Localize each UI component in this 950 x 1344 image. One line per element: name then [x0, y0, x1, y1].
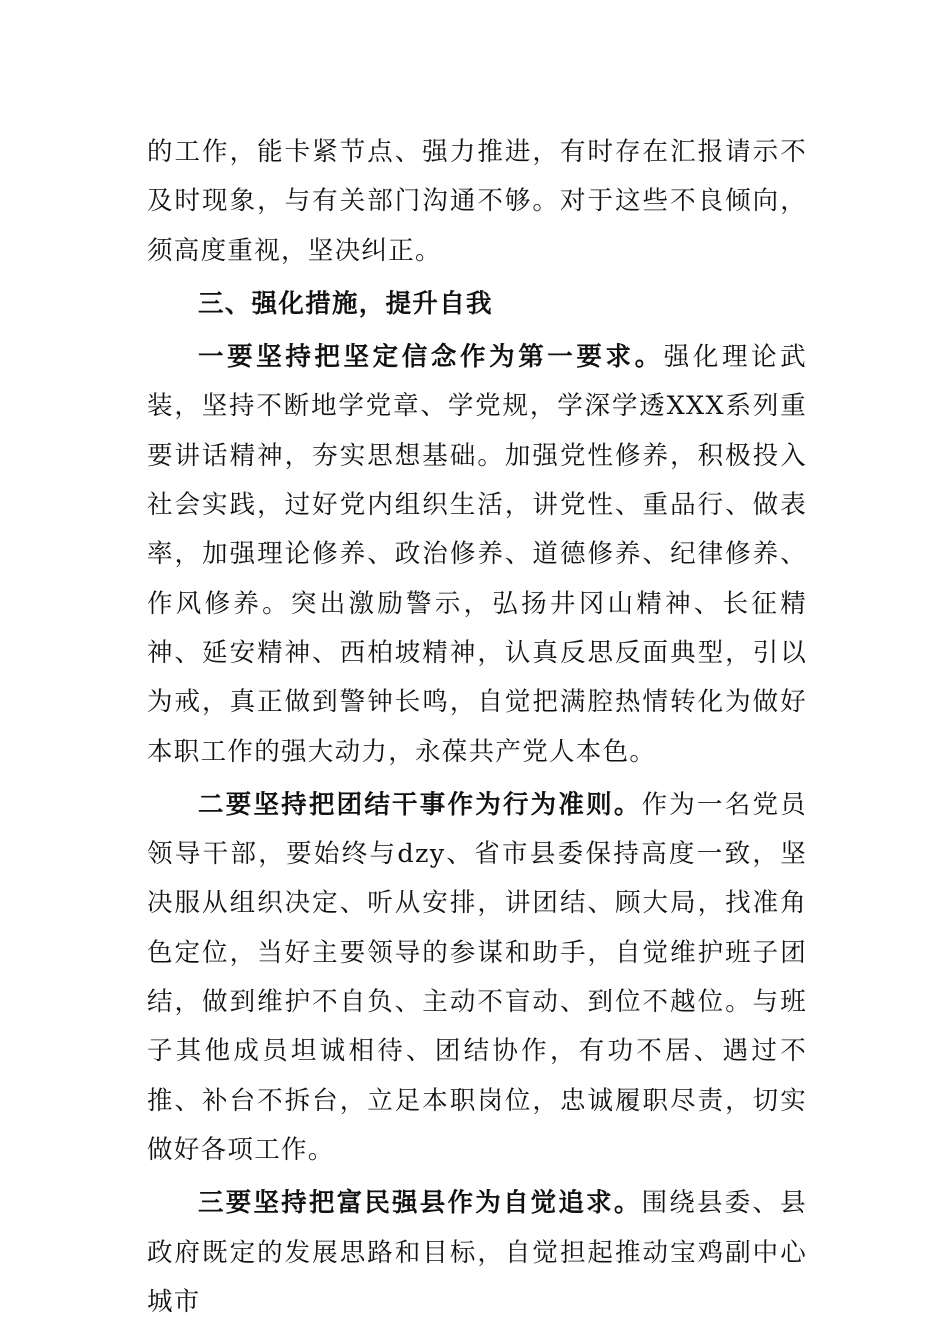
document-page — [147, 128, 807, 1327]
item-3-lead: 三要坚持把富民强县作为自觉追求。 — [198, 1188, 642, 1219]
paragraph-continued: 的工作，能卡紧节点、强力推进，有时存在汇报请示不及时现象，与有关部门沟通不够。对于这些不良倾向，须高度重视，坚决纠正。 — [147, 137, 807, 266]
item-3-body: 围绕县委、县政府既定的发展思路和目标，自觉担起推动宝鸡副中心城市 — [147, 1188, 807, 1317]
item-2-lead: 二要坚持把团结干事作为行为准则。 — [198, 789, 642, 820]
item-2-body: 作为一名党员领导干部，要始终与dzy、省市县委保持高度一致，坚决服从组织决定、听从安排，讲团结、顾大局，找准角色定位，当好主要领导的参谋和助手，自觉维护班子团结，做到维护不自负、主动不盲动、到位不越位。与班子其他成员坦诚相待、团结协作，有功不居、遇过不推、补台不拆台，立足本职岗位，忠诚履职尽责，切实做好各项工作。 — [147, 789, 807, 1165]
paragraph-item-2 — [147, 781, 807, 1175]
item-1-lead: 一要坚持把坚定信念作为第一要求。 — [198, 342, 664, 373]
section-heading: 三、强化措施，提升自我 — [198, 288, 493, 319]
paragraph-item-3 — [147, 1179, 807, 1327]
item-1-body: 强化理论武装，坚持不断地学党章、学党规，学深学透XXX系列重要讲话精神，夯实思想基础。加强党性修养，积极投入社会实践，过好党内组织生活，讲党性、重品行、做表率，加强理论修养、政治修养、道德修养、纪律修养、作风修养。突出激励警示，弘扬井冈山精神、长征精神、延安精神、西柏坡精神，认真反思反面典型，引以为戒，真正做到警钟长鸣，自觉把满腔热情转化为做好本职工作的强大动力，永葆共产党人本色。 — [147, 342, 807, 767]
paragraph-item-1 — [147, 333, 807, 777]
